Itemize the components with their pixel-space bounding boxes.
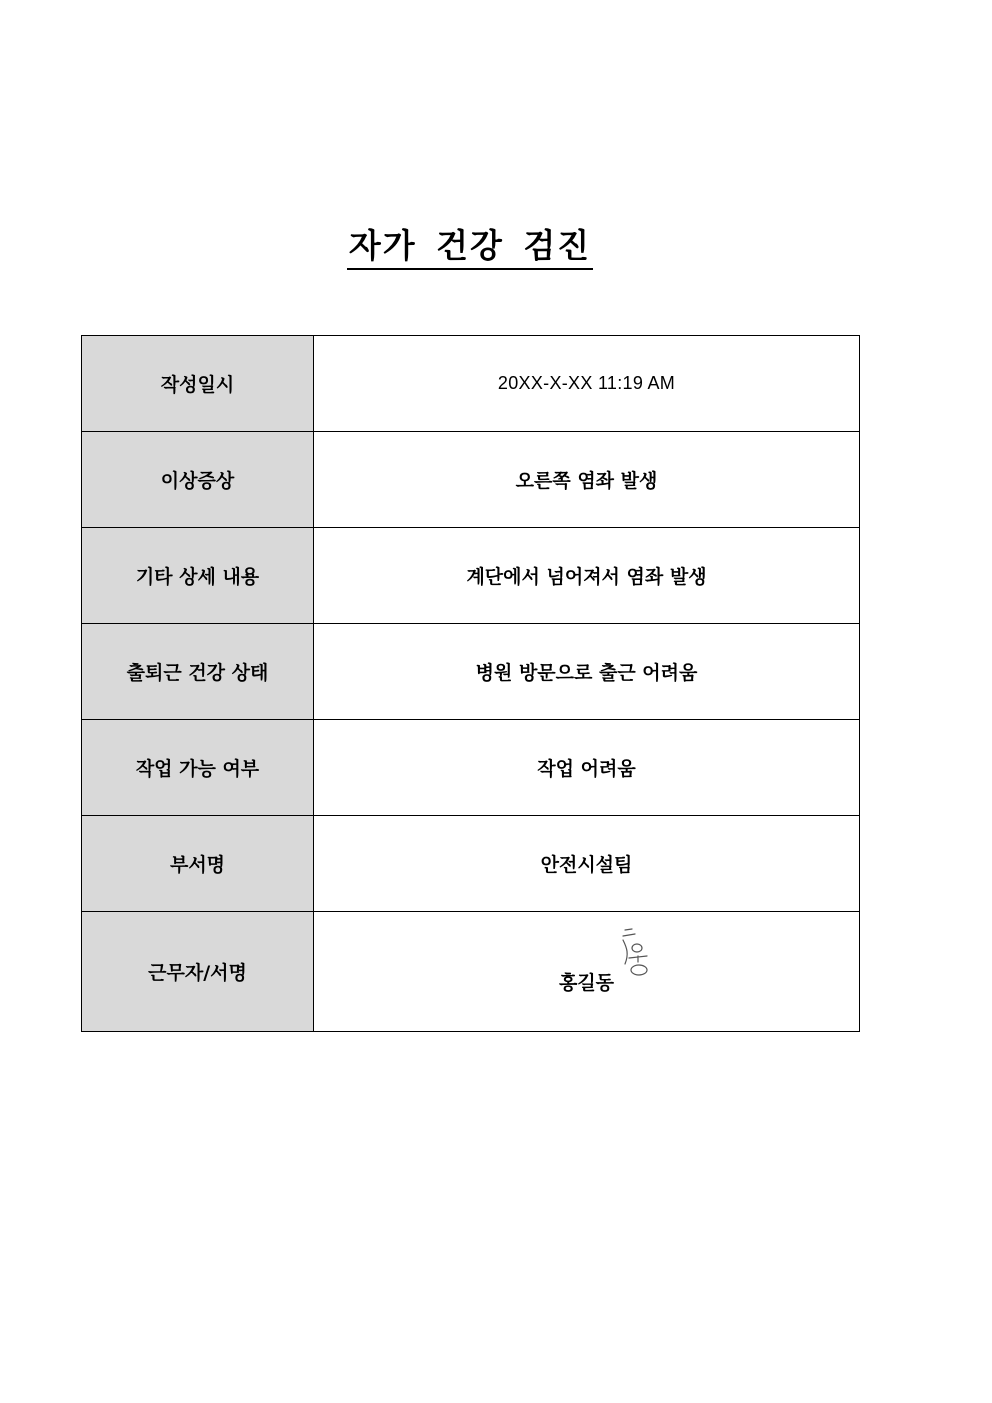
commute-health-status-label: 출퇴근 건강 상태 <box>82 624 314 720</box>
document-title-text: 자가 건강 검진 <box>347 226 593 270</box>
department-value: 안전시설팀 <box>314 816 860 912</box>
health-check-form-table <box>81 335 860 1032</box>
worker-signature-cell <box>314 912 860 1032</box>
table-row <box>82 624 860 720</box>
commute-health-status-value: 병원 방문으로 출근 어려움 <box>314 624 860 720</box>
written-datetime-value: 20XX-X-XX 11:19 AM <box>314 336 860 432</box>
table-row <box>82 912 860 1032</box>
table-row <box>82 432 860 528</box>
document-title <box>0 226 940 270</box>
handwritten-signature <box>617 926 657 986</box>
department-label: 부서명 <box>82 816 314 912</box>
table-row <box>82 336 860 432</box>
other-details-label: 기타 상세 내용 <box>82 528 314 624</box>
work-availability-label: 작업 가능 여부 <box>82 720 314 816</box>
other-details-value: 계단에서 넘어져서 염좌 발생 <box>314 528 860 624</box>
written-datetime-label: 작성일시 <box>82 336 314 432</box>
worker-name-wrap <box>559 968 614 995</box>
table-row <box>82 528 860 624</box>
abnormal-symptom-value: 오른쪽 염좌 발생 <box>314 432 860 528</box>
worker-signature-label: 근무자/서명 <box>82 912 314 1032</box>
table-row <box>82 720 860 816</box>
work-availability-value: 작업 어려움 <box>314 720 860 816</box>
table-row <box>82 816 860 912</box>
worker-name-value: 홍길동 <box>558 972 615 994</box>
abnormal-symptom-label: 이상증상 <box>82 432 314 528</box>
